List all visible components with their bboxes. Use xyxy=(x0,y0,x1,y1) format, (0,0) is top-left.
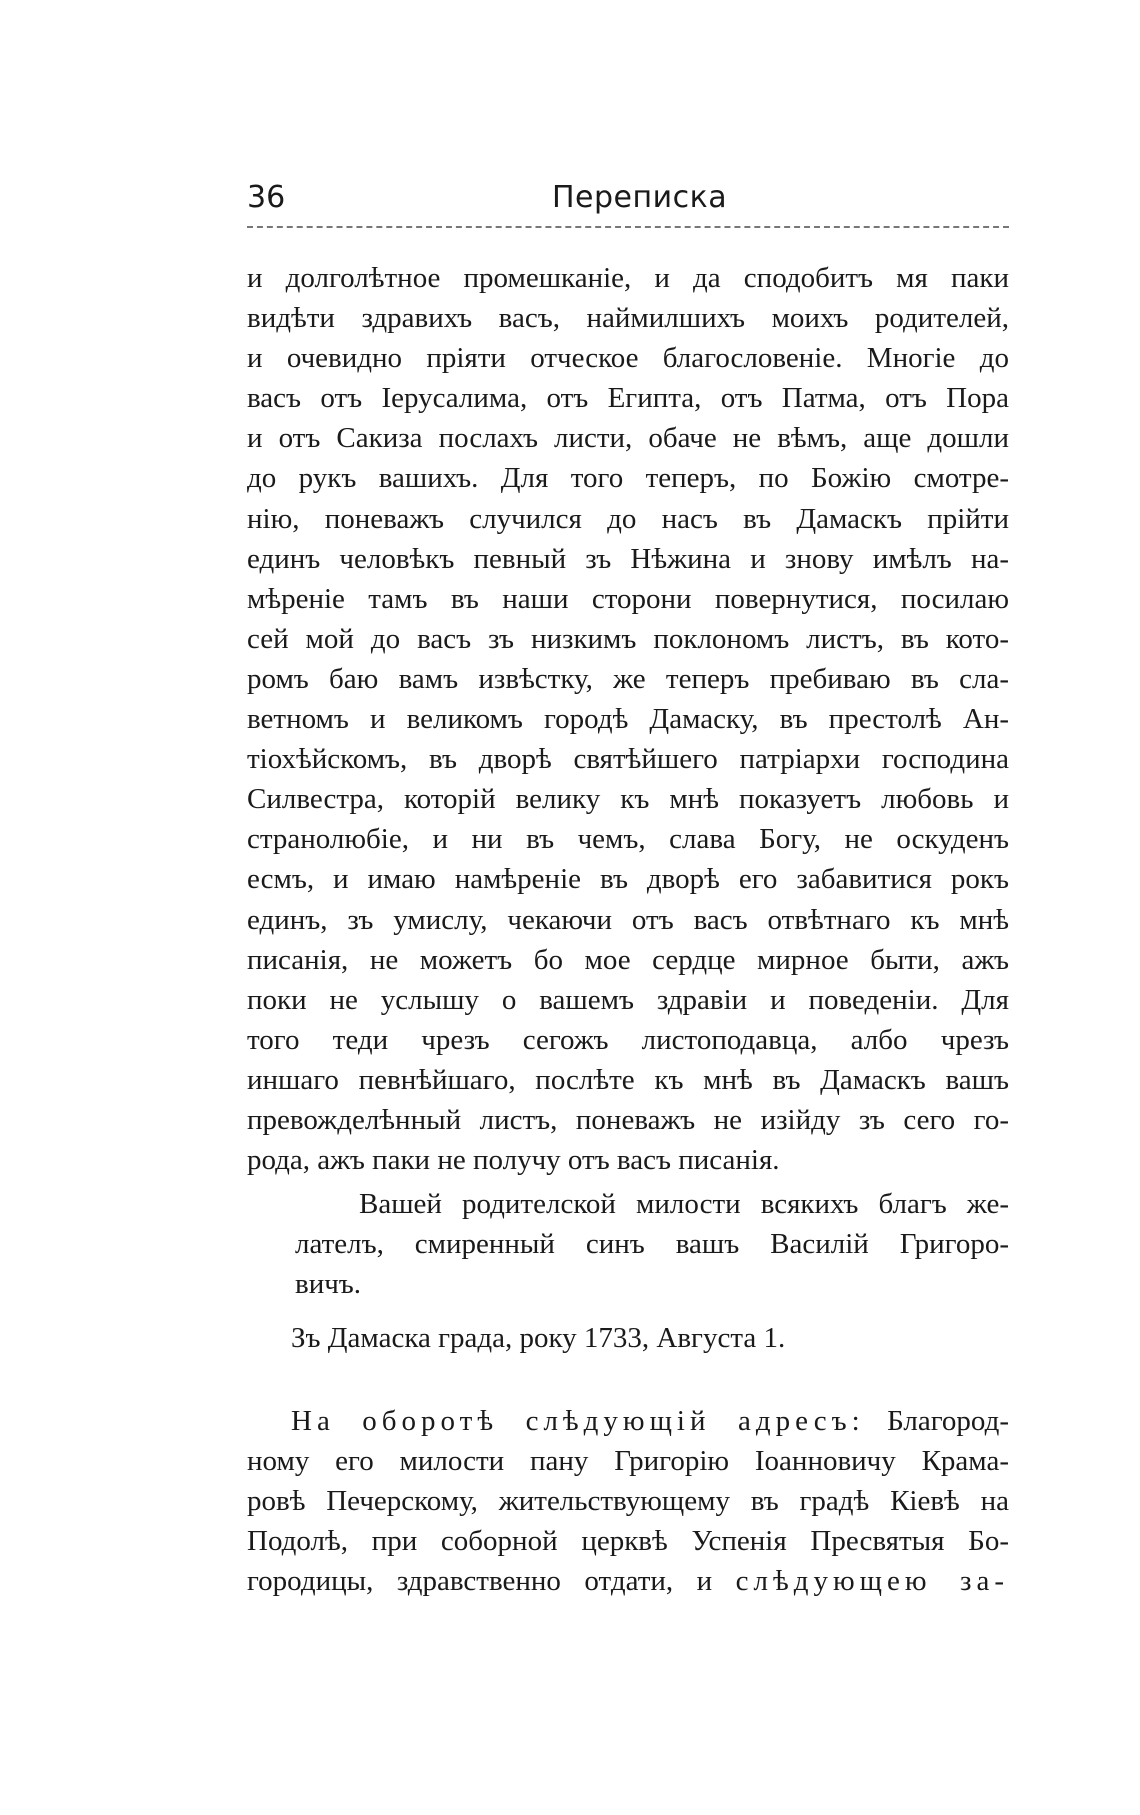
address-lead-in: На оборотѣ слѣдующій адресъ: xyxy=(291,1404,865,1437)
text-line: ромъ баю вамъ извѣстку, же теперъ пребиваю въ сла- xyxy=(247,662,1009,695)
dateline xyxy=(247,1318,1009,1358)
text-line: поки не услышу о вашемъ здравіи и поведеніи. Для xyxy=(247,983,1009,1016)
text-line: ветномъ и великомъ городѣ Дамаску, въ престолѣ Ан- xyxy=(247,703,1009,736)
closing-line: Вашей родителской милости всякихъ благъ же- xyxy=(359,1188,1009,1221)
text-line: странолюбіе, и ни въ чемъ, слава Богу, не оскуденъ xyxy=(247,823,1009,856)
text-line: васъ отъ Іерусалима, отъ Египта, отъ Патма, отъ Пора xyxy=(247,382,1009,415)
letter-text xyxy=(247,258,1009,1601)
text-line: Силвестра, которій велику къ мнѣ показуетъ любовь и xyxy=(247,783,1009,816)
text-line: нію, поневажъ случился до насъ въ Дамаскъ прійти xyxy=(247,502,1009,535)
text-line: мѣреніе тамъ въ наши сторони повернутися, посилаю xyxy=(247,582,1009,615)
text-line: единъ человѣкъ певный зъ Нѣжина и знову имѣлъ на- xyxy=(247,542,1009,575)
address-text: Благород- xyxy=(887,1404,1010,1437)
header-rule xyxy=(247,226,1009,228)
text-line: и долголѣтное промешканіе, и да сподобитъ мя паки xyxy=(247,262,1009,294)
closing-line: вичъ. xyxy=(295,1268,362,1301)
address-note xyxy=(247,1401,1009,1601)
text-line: тіохѣйскомъ, въ дворѣ святѣйшего патріархи господина xyxy=(247,743,1009,776)
dateline-text: Зъ Дамаска града, року 1733, Августа 1. xyxy=(291,1322,786,1355)
text-line: и отъ Сакиза послахъ листи, обаче не вѣмъ, аще дошли xyxy=(247,422,1009,455)
text-line: и очевидно пріяти отческое благословеніе. Многіе до xyxy=(247,342,1009,375)
address-line: ровѣ Печерскому, жительствующему въ градѣ Кіевѣ на xyxy=(247,1484,1009,1517)
address-line xyxy=(247,1561,1009,1601)
running-head xyxy=(247,180,1009,220)
text-line: рода, ажъ паки не получу отъ васъ писанія. xyxy=(247,1144,780,1177)
address-line: Подолѣ, при соборной церквѣ Успенія Пресвятыя Бо- xyxy=(247,1524,1009,1557)
body-paragraph xyxy=(247,258,1009,1180)
address-line: ному его милости пану Григорію Іоанновичу Крама- xyxy=(247,1444,1009,1477)
address-line xyxy=(247,1401,1009,1441)
text-line: иншаго певнѣйшаго, послѣте къ мнѣ въ Дамаскъ вашъ xyxy=(247,1063,1009,1096)
address-trailing-spaced: слѣдующею за- xyxy=(735,1564,1010,1597)
text-line: до рукъ вашихъ. Для того теперъ, по Божію смотре- xyxy=(247,462,1009,495)
closing-line: лателъ, смиренный синъ вашъ Василій Григоро- xyxy=(295,1228,1009,1261)
text-line: сей мой до васъ зъ низкимъ поклономъ листъ, въ кото- xyxy=(247,622,1009,655)
text-line: писанія, не можетъ бо мое сердце мирное быти, ажъ xyxy=(247,943,1009,976)
text-line: есмъ, и имаю намѣреніе въ дворѣ его забавитися рокъ xyxy=(247,863,1009,896)
letter-closing-continued xyxy=(247,1224,1009,1304)
running-title: Переписка xyxy=(552,180,728,215)
text-line: видѣти здравихъ васъ, наймилшихъ моихъ родителей, xyxy=(247,302,1009,335)
page-number: 36 xyxy=(247,180,286,215)
letter-closing xyxy=(247,1184,1009,1224)
text-line: превожделѣнный листъ, поневажъ не изійду зъ сего го- xyxy=(247,1103,1009,1136)
text-line: единъ, зъ умислу, чекаючи отъ васъ отвѣтнаго къ мнѣ xyxy=(247,903,1009,936)
address-text: городицы, здравственно отдати, и xyxy=(247,1564,713,1597)
text-line: того теди чрезъ сегожъ листоподавца, албо чрезъ xyxy=(247,1023,1009,1056)
